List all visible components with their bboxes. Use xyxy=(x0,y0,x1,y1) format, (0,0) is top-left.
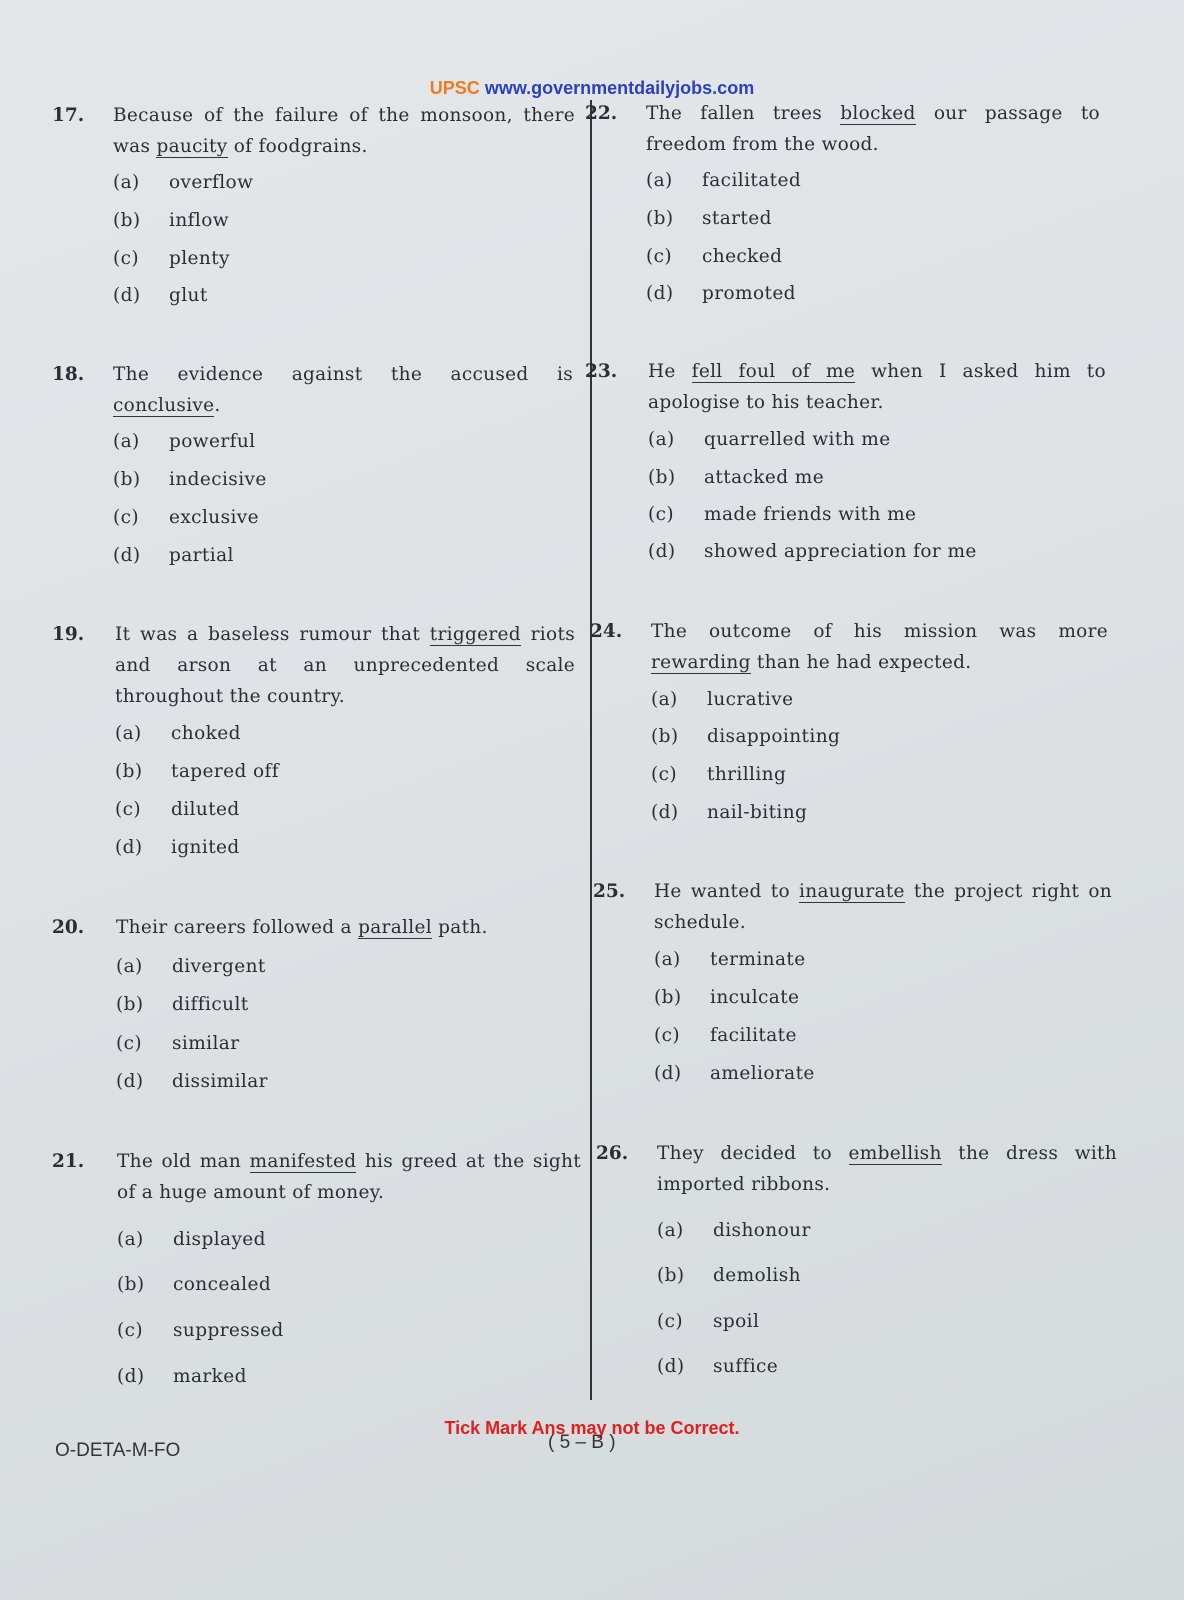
option-letter: (d) xyxy=(646,283,674,304)
option-letter: (c) xyxy=(113,248,139,269)
option-a xyxy=(654,949,806,970)
option-text: spoil xyxy=(713,1311,760,1332)
underlined-word: inaugurate xyxy=(799,881,905,902)
option-letter: (b) xyxy=(117,1274,145,1295)
option-text: difficult xyxy=(172,994,249,1015)
option-letter: (b) xyxy=(116,994,144,1015)
option-letter: (b) xyxy=(651,726,679,747)
option-a xyxy=(115,723,241,744)
question-text xyxy=(117,1146,581,1208)
option-c xyxy=(654,1025,797,1046)
question-number: 19. xyxy=(52,624,85,645)
option-d xyxy=(657,1356,778,1377)
option-letter: (b) xyxy=(113,210,141,231)
option-text: glut xyxy=(169,285,208,306)
header-prefix: UPSC xyxy=(429,78,480,98)
option-text: quarrelled with me xyxy=(704,429,891,450)
option-text: made friends with me xyxy=(704,504,917,525)
option-letter: (d) xyxy=(117,1366,145,1387)
underlined-word: manifested xyxy=(249,1151,357,1172)
option-text: attacked me xyxy=(704,467,825,488)
underlined-word: paucity xyxy=(156,136,228,157)
question-text-pre: The outcome of his mission was more xyxy=(651,621,1108,642)
option-letter: (d) xyxy=(113,545,141,566)
option-letter: (c) xyxy=(657,1311,683,1332)
question-text-pre: He xyxy=(648,361,692,382)
option-b xyxy=(654,987,799,1008)
paper-code: O-DETA-M-FO xyxy=(55,1440,181,1461)
page-number: ( 5 – B ) xyxy=(548,1432,616,1453)
option-text: divergent xyxy=(172,956,266,977)
option-letter: (c) xyxy=(648,504,674,525)
option-text: showed appreciation for me xyxy=(704,541,977,562)
question-text xyxy=(113,100,575,162)
question-text xyxy=(113,359,573,421)
option-letter: (c) xyxy=(654,1025,680,1046)
question-text-post: the dress with imported ribbons. xyxy=(657,1143,1117,1195)
option-text: nail-biting xyxy=(707,802,808,823)
question-number: 20. xyxy=(52,917,85,938)
question-text-post: his greed at the sight of a huge amount of money. xyxy=(117,1151,581,1203)
question-text-pre: The old man xyxy=(117,1151,250,1172)
question-number: 18. xyxy=(52,364,85,385)
option-letter: (c) xyxy=(116,1033,142,1054)
option-a xyxy=(657,1220,811,1241)
option-c xyxy=(646,246,782,267)
underlined-word: conclusive xyxy=(113,395,215,416)
question-text-post: the project right on schedule. xyxy=(654,881,1112,933)
question-number: 25. xyxy=(593,881,626,902)
option-letter: (c) xyxy=(651,764,677,785)
option-text: checked xyxy=(702,246,783,267)
option-letter: (a) xyxy=(654,949,681,970)
watermark-header xyxy=(0,78,1184,99)
question-text xyxy=(646,98,1100,160)
option-text: indecisive xyxy=(169,469,267,490)
option-letter: (b) xyxy=(657,1265,685,1286)
option-text: marked xyxy=(173,1366,247,1387)
option-text: powerful xyxy=(169,431,256,452)
option-d xyxy=(113,285,208,306)
option-a xyxy=(648,429,891,450)
underlined-word: parallel xyxy=(358,917,432,938)
question-text-pre: The fallen trees xyxy=(646,103,841,124)
question-text-post: path. xyxy=(431,917,488,938)
option-text: partial xyxy=(169,545,234,566)
question-text-pre: He wanted to xyxy=(654,881,800,902)
option-text: started xyxy=(702,208,772,229)
option-text: promoted xyxy=(702,283,796,304)
option-letter: (b) xyxy=(113,469,141,490)
question-number: 17. xyxy=(52,105,85,126)
option-text: exclusive xyxy=(169,507,259,528)
option-letter: (d) xyxy=(116,1071,144,1092)
option-text: thrilling xyxy=(707,764,787,785)
underlined-word: embellish xyxy=(848,1143,942,1164)
question-text xyxy=(115,619,575,712)
option-letter: (c) xyxy=(117,1320,143,1341)
option-letter: (a) xyxy=(646,170,673,191)
option-letter: (d) xyxy=(657,1356,685,1377)
question-text xyxy=(648,356,1106,418)
option-c xyxy=(116,1033,239,1054)
option-text: displayed xyxy=(173,1229,266,1250)
option-c xyxy=(115,799,240,820)
option-letter: (d) xyxy=(648,541,676,562)
question-text xyxy=(654,876,1112,938)
question-number: 22. xyxy=(585,103,618,124)
option-b xyxy=(117,1274,271,1295)
option-text: disappointing xyxy=(707,726,841,747)
question-text-pre: The evidence against the accused is xyxy=(113,364,573,385)
question-text-post: . xyxy=(214,395,221,416)
option-letter: (b) xyxy=(654,987,682,1008)
question-text xyxy=(657,1138,1117,1200)
option-text: inflow xyxy=(169,210,229,231)
column-divider xyxy=(590,100,592,1400)
option-d xyxy=(648,541,977,562)
option-c xyxy=(113,248,230,269)
option-letter: (a) xyxy=(651,689,678,710)
option-a xyxy=(113,172,253,193)
option-text: ignited xyxy=(171,837,240,858)
option-text: similar xyxy=(172,1033,240,1054)
option-a xyxy=(651,689,793,710)
question-text-post: of foodgrains. xyxy=(227,136,368,157)
option-letter: (d) xyxy=(654,1063,682,1084)
option-d xyxy=(116,1071,268,1092)
disclaimer-note: Tick Mark Ans may not be Correct. xyxy=(444,1418,740,1438)
option-b xyxy=(648,467,824,488)
option-a xyxy=(116,956,266,977)
option-a xyxy=(117,1229,266,1250)
option-text: facilitate xyxy=(710,1025,797,1046)
option-d xyxy=(651,802,807,823)
option-b xyxy=(651,726,840,747)
option-text: plenty xyxy=(169,248,230,269)
option-d xyxy=(115,837,240,858)
option-letter: (c) xyxy=(113,507,139,528)
option-text: diluted xyxy=(171,799,240,820)
question-text xyxy=(116,912,536,943)
underlined-word: triggered xyxy=(429,624,521,645)
option-b xyxy=(657,1265,801,1286)
question-text-pre: It was a baseless rumour that xyxy=(115,624,430,645)
underlined-word: blocked xyxy=(840,103,916,124)
question-number: 23. xyxy=(585,361,618,382)
option-text: demolish xyxy=(713,1265,801,1286)
option-text: facilitated xyxy=(702,170,802,191)
option-c xyxy=(648,504,916,525)
option-b xyxy=(113,469,267,490)
question-number: 21. xyxy=(52,1151,85,1172)
underlined-word: fell foul of me xyxy=(691,361,856,382)
option-text: terminate xyxy=(710,949,806,970)
option-text: tapered off xyxy=(171,761,280,782)
option-d xyxy=(646,283,796,304)
option-c xyxy=(651,764,786,785)
question-number: 24. xyxy=(590,621,623,642)
option-letter: (c) xyxy=(115,799,141,820)
option-letter: (d) xyxy=(113,285,141,306)
option-text: inculcate xyxy=(710,987,800,1008)
option-letter: (c) xyxy=(646,246,672,267)
option-d xyxy=(117,1366,247,1387)
underlined-word: rewarding xyxy=(651,652,751,673)
option-letter: (d) xyxy=(651,802,679,823)
option-text: overflow xyxy=(169,172,254,193)
option-a xyxy=(113,431,256,452)
question-text-post: than he had expected. xyxy=(750,652,972,673)
option-letter: (a) xyxy=(113,431,140,452)
option-a xyxy=(646,170,801,191)
option-c xyxy=(657,1311,759,1332)
option-text: suppressed xyxy=(173,1320,284,1341)
option-letter: (a) xyxy=(116,956,143,977)
option-b xyxy=(115,761,279,782)
option-letter: (b) xyxy=(646,208,674,229)
option-text: suffice xyxy=(713,1356,779,1377)
option-b xyxy=(646,208,772,229)
question-text-pre: Because of the failure of the monsoon, there was xyxy=(113,105,575,157)
question-text-post: when I asked him to apologise to his teacher. xyxy=(648,361,1106,413)
question-number: 26. xyxy=(596,1143,629,1164)
option-letter: (a) xyxy=(113,172,140,193)
option-text: choked xyxy=(171,723,241,744)
option-text: dishonour xyxy=(713,1220,811,1241)
option-letter: (b) xyxy=(648,467,676,488)
option-text: ameliorate xyxy=(710,1063,815,1084)
option-letter: (a) xyxy=(648,429,675,450)
option-letter: (a) xyxy=(657,1220,684,1241)
question-text-post: our passage to freedom from the wood. xyxy=(646,103,1100,155)
option-b xyxy=(116,994,249,1015)
option-c xyxy=(113,507,259,528)
option-text: lucrative xyxy=(707,689,794,710)
question-text-pre: Their careers followed a xyxy=(116,917,359,938)
option-b xyxy=(113,210,229,231)
question-text-pre: They decided to xyxy=(657,1143,849,1164)
option-letter: (b) xyxy=(115,761,143,782)
option-d xyxy=(654,1063,815,1084)
option-letter: (d) xyxy=(115,837,143,858)
option-c xyxy=(117,1320,284,1341)
question-text-post: riots and arson at an unprecedented scale throughout the country. xyxy=(115,624,575,707)
option-text: concealed xyxy=(173,1274,272,1295)
header-site: www.governmentdailyjobs.com xyxy=(484,78,755,98)
question-text xyxy=(651,616,1108,678)
option-letter: (a) xyxy=(115,723,142,744)
option-text: dissimilar xyxy=(172,1071,268,1092)
option-d xyxy=(113,545,234,566)
option-letter: (a) xyxy=(117,1229,144,1250)
